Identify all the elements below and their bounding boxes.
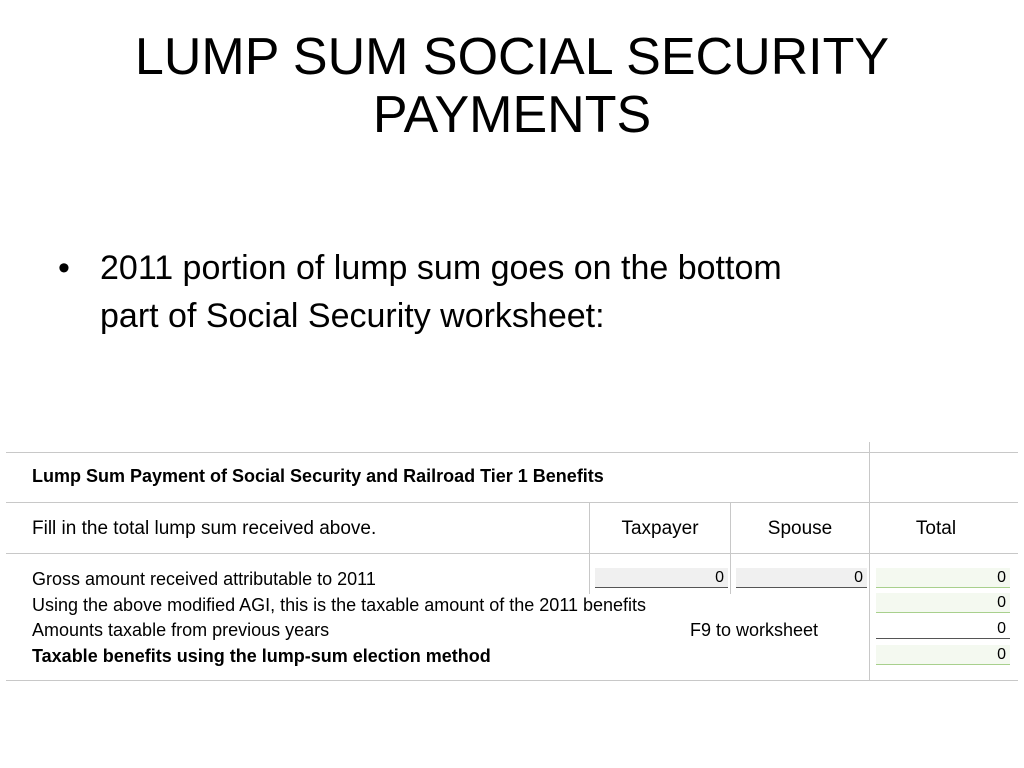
row-gross-amount-taxpayer-input[interactable]: 0 <box>595 568 728 588</box>
slide-title <box>0 28 1024 144</box>
row-lump-sum-election-total: 0 <box>876 645 1010 665</box>
row-previous-years-label: Amounts taxable from previous years <box>32 620 330 640</box>
row-gross-amount-label: Gross amount received attributable to 2011 <box>32 569 376 589</box>
header-bottom-border <box>6 502 1018 503</box>
bullet-item <box>58 244 958 340</box>
column-header-spouse: Spouse <box>767 518 833 539</box>
bullet-icon: • <box>58 249 70 287</box>
worksheet-instruction: Fill in the total lump sum received above. <box>32 518 377 539</box>
row-gross-amount-spouse-input[interactable]: 0 <box>736 568 867 588</box>
row-taxable-2011-label: Using the above modified AGI, this is the taxable amount of the 2011 benefits <box>32 595 647 615</box>
bullet-text-line1: 2011 portion of lump sum goes on the bottom <box>100 249 782 287</box>
slide-title-line1: LUMP SUM SOCIAL SECURITY <box>134 28 890 86</box>
row-gross-amount-total: 0 <box>876 568 1010 588</box>
header-top-border <box>6 452 1018 453</box>
taxpayer-column-divider <box>589 502 590 594</box>
column-header-taxpayer: Taxpayer <box>621 518 699 539</box>
row-previous-years-total-input[interactable]: 0 <box>876 619 1010 639</box>
spouse-column-divider <box>730 502 731 594</box>
total-column-divider <box>869 442 870 680</box>
social-security-worksheet <box>0 440 1024 690</box>
worksheet-header: Lump Sum Payment of Social Security and Railroad Tier 1 Benefits <box>32 466 604 486</box>
instruction-bottom-border <box>6 553 1018 554</box>
bullet-text <box>100 244 958 340</box>
row-previous-years-note: F9 to worksheet <box>690 620 819 640</box>
column-header-total: Total <box>915 518 957 539</box>
slide-title-line2: PAYMENTS <box>372 86 652 144</box>
row-lump-sum-election-label: Taxable benefits using the lump-sum election method <box>32 646 491 666</box>
row-taxable-2011-total: 0 <box>876 593 1010 613</box>
bullet-text-line2: part of Social Security worksheet: <box>100 297 605 335</box>
worksheet-bottom-border <box>6 680 1018 681</box>
